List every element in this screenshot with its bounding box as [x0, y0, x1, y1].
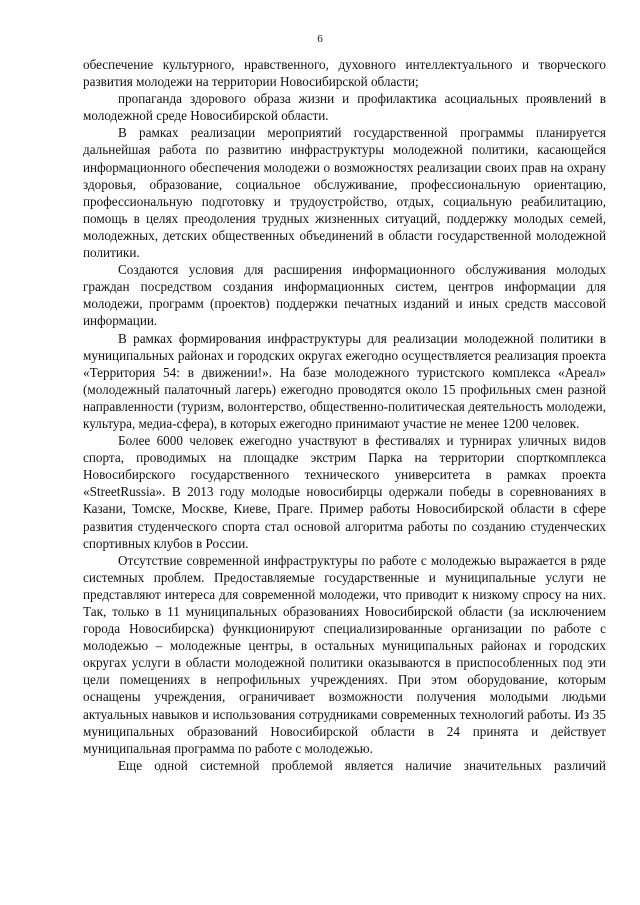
paragraph-street-sports: Более 6000 человек ежегодно участвуют в фестивалях и турнирах уличных видов спорта, проводимых на площадке экстрим Парка на территории спорткомплекса Новосибирского государственного технического университета в рамках проекта «StreetRussia». В 2013 году молодые новосибирцы одержали победы в соревнованиях в Казани, Томске, Москве, Киеве, Праге. Пример работы Новосибирской области в сфере развития студенческого спорта стал основой алгоритма работы по созданию студенческих спортивных клубов в России. — [83, 433, 606, 551]
page-number: 6 — [317, 33, 323, 45]
paragraph-healthy-lifestyle: пропаганда здорового образа жизни и профилактика асоциальных проявлений в молодежной среде Новосибирской области. — [83, 91, 606, 124]
paragraph-systemic-differences: Еще одной системной проблемой является наличие значительных различий — [118, 757, 606, 773]
paragraph-territory-54-project: В рамках формирования инфраструктуры для реализации молодежной политики в муниципальных районах и городских округах ежегодно осуществляется реализация проекта «Территория 54: в движении!». На базе молодежного туристского комплекса «Ареал» (молодежный палаточный лагерь) ежегодно проводятся около 15 профильных смен разной направленности (туризм, волонтерство, общественно-политическая деятельность молодежи, культура, медиа-сфера), в которых ежегодно принимают участие не менее 1200 человек. — [83, 330, 606, 431]
paragraph-infrastructure-plans: В рамках реализации мероприятий государственной программы планируется дальнейшая работа по развитию инфраструктуры молодежной политики, касающейся информационного обеспечения молодежи о возможностях реализации своих прав на охрану здоровья, образование, социальное обслуживание, профессиональную ориентацию, профессиональную подготовку и трудоустройство, отдых, социальную реабилитацию, помощь в целях преодоления трудных жизненных ситуаций, поддержку молодых семей, молодежных, детских общественных объединений в области государственной молодежной политики. — [83, 125, 606, 261]
body-text — [83, 56, 606, 774]
paragraph-cultural-development: обеспечение культурного, нравственного, духовного интеллектуального и творческого развития молодежи на территории Новосибирской области; — [83, 57, 606, 90]
paragraph-information-services: Создаются условия для расширения информационного обслуживания молодых граждан посредством создания информационных систем, центров информации для молодежи, программ (проектов) поддержки печатных изданий и иных средств массовой информации. — [83, 262, 606, 329]
paragraph-infrastructure-problems: Отсутствие современной инфраструктуры по работе с молодежью выражается в ряде системных проблем. Предоставляемые государственные и муниципальные услуги не представляют интереса для современной молодежи, что приводит к низкому спросу на них. Так, только в 11 муниципальных образованиях Новосибирской области (за исключением города Новосибирска) функционируют специализированные организации по работе с молодежью – молодежные центры, в остальных муниципальных районах и городских округах услуги в области молодежной политики оказываются в приспособленных под эти цели помещениях в непрофильных учреждениях. При этом оборудование, которым оснащены учреждения, ограничивает возможности получения молодыми людьми актуальных навыков и использования сотрудниками современных технологий работы. Из 35 муниципальных образований Новосибирской области в 24 принята и действует муниципальная программа по работе с молодежью. — [83, 552, 606, 756]
